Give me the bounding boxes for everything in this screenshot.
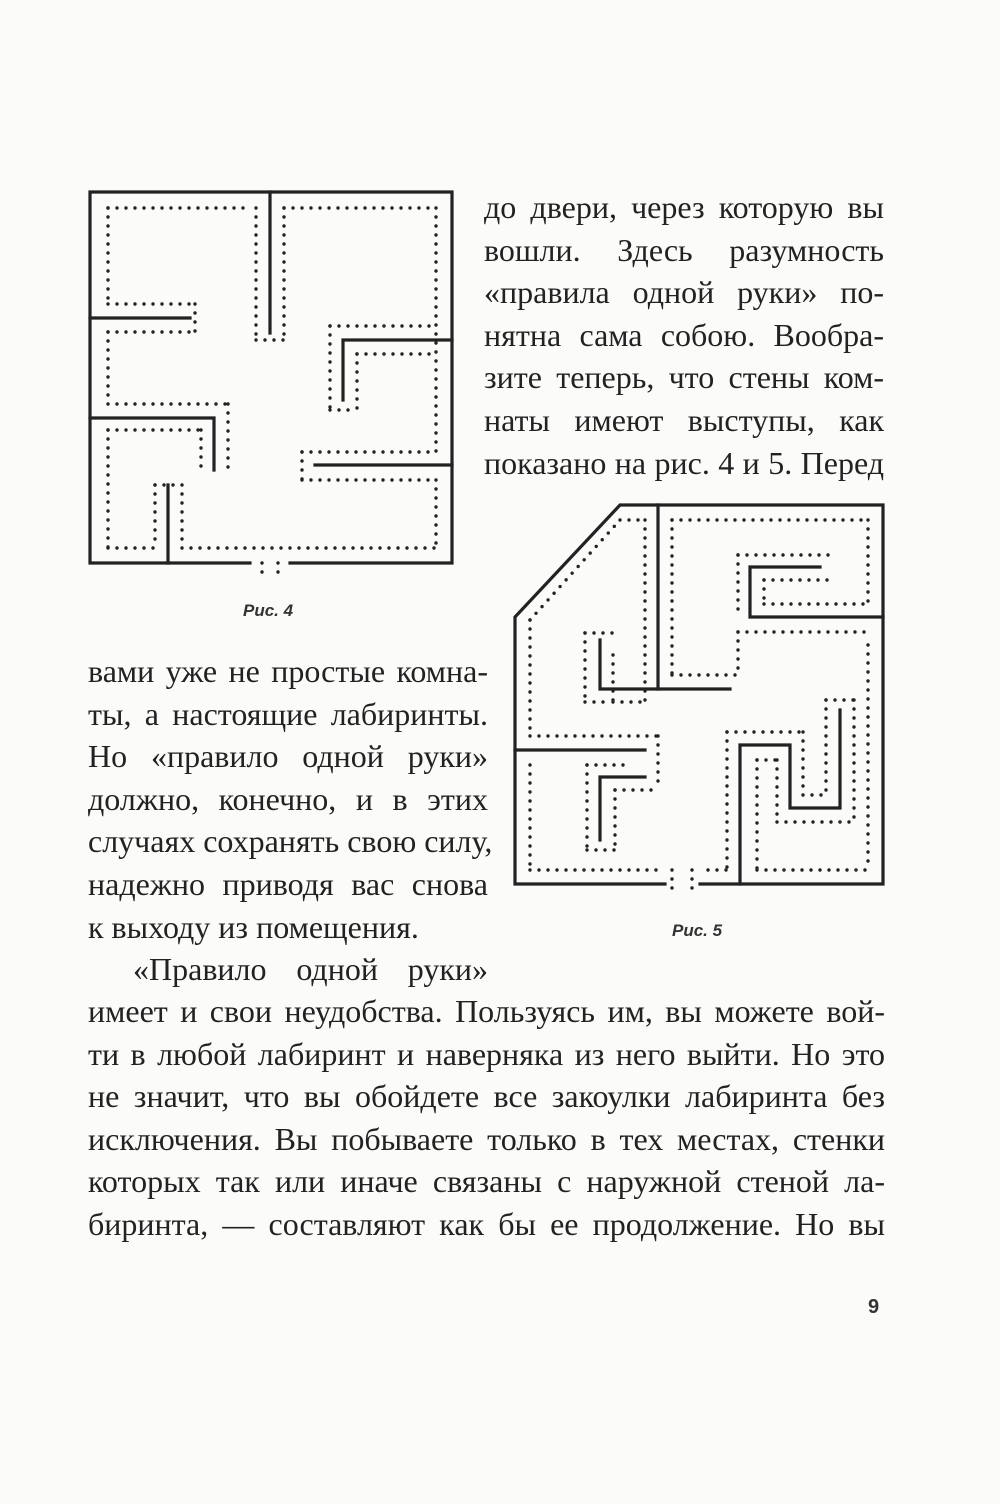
text-line: которых так или иначе связаны с наружной стеной ла- [88, 1163, 885, 1200]
text-line: исключения. Вы побываете только в тех местах, стенки [88, 1120, 885, 1157]
text-line: к выходу из помещения. [88, 908, 419, 945]
paragraph-indent-line [133, 948, 488, 991]
text-line: случаях сохранять свою силу, [88, 823, 493, 860]
text-line: надежно приводя вас снова [88, 865, 488, 902]
maze-5-walls [515, 505, 883, 884]
text-line: Но «правило одной руки» [88, 738, 488, 775]
text-line: наты имеют выступы, как [484, 401, 884, 438]
maze-4-walls [90, 192, 452, 563]
figure-4-caption: Рис. 4 [243, 601, 294, 620]
text-line: до двери, через которую вы [484, 189, 884, 225]
text-line: не значит, что вы обойдете все закоулки лабиринта без [88, 1078, 885, 1115]
text-line: биринта, — составляют как бы ее продолжение. Но вы [88, 1205, 885, 1242]
text-line: нятна сама собою. Вообра- [484, 316, 884, 353]
text-line: вошли. Здесь разумность [484, 231, 884, 268]
maze-5-path [530, 520, 868, 895]
text-line: ти в любой лабиринт и наверняка из него выйти. Но это [88, 1035, 885, 1072]
text-line: должно, конечно, и в этих [88, 780, 488, 817]
text-line: «Правило одной руки» [133, 951, 488, 987]
text-line: зите теперь, что стены ком- [484, 359, 884, 396]
figure-5-caption: Рис. 5 [672, 921, 723, 940]
text-line: показано на рис. 4 и 5. Перед [484, 444, 884, 481]
maze-4-drawing [85, 185, 465, 585]
text-line: вами уже не простые комна- [88, 653, 488, 689]
full-width-paragraph [88, 990, 885, 1246]
figure-4-maze [85, 185, 465, 585]
right-column-paragraph [484, 186, 884, 484]
figure-5-maze [510, 500, 895, 900]
text-line: имеет и свои неудобства. Пользуясь им, вы можете вой- [88, 993, 885, 1029]
text-line: «правила одной руки» по- [484, 274, 884, 311]
text-line: ты, а настоящие лабиринты. [88, 695, 488, 732]
page-number: 9 [868, 1296, 880, 1318]
maze-5-drawing [510, 500, 895, 900]
maze-4-path [108, 208, 436, 578]
left-column-paragraph [88, 650, 493, 948]
